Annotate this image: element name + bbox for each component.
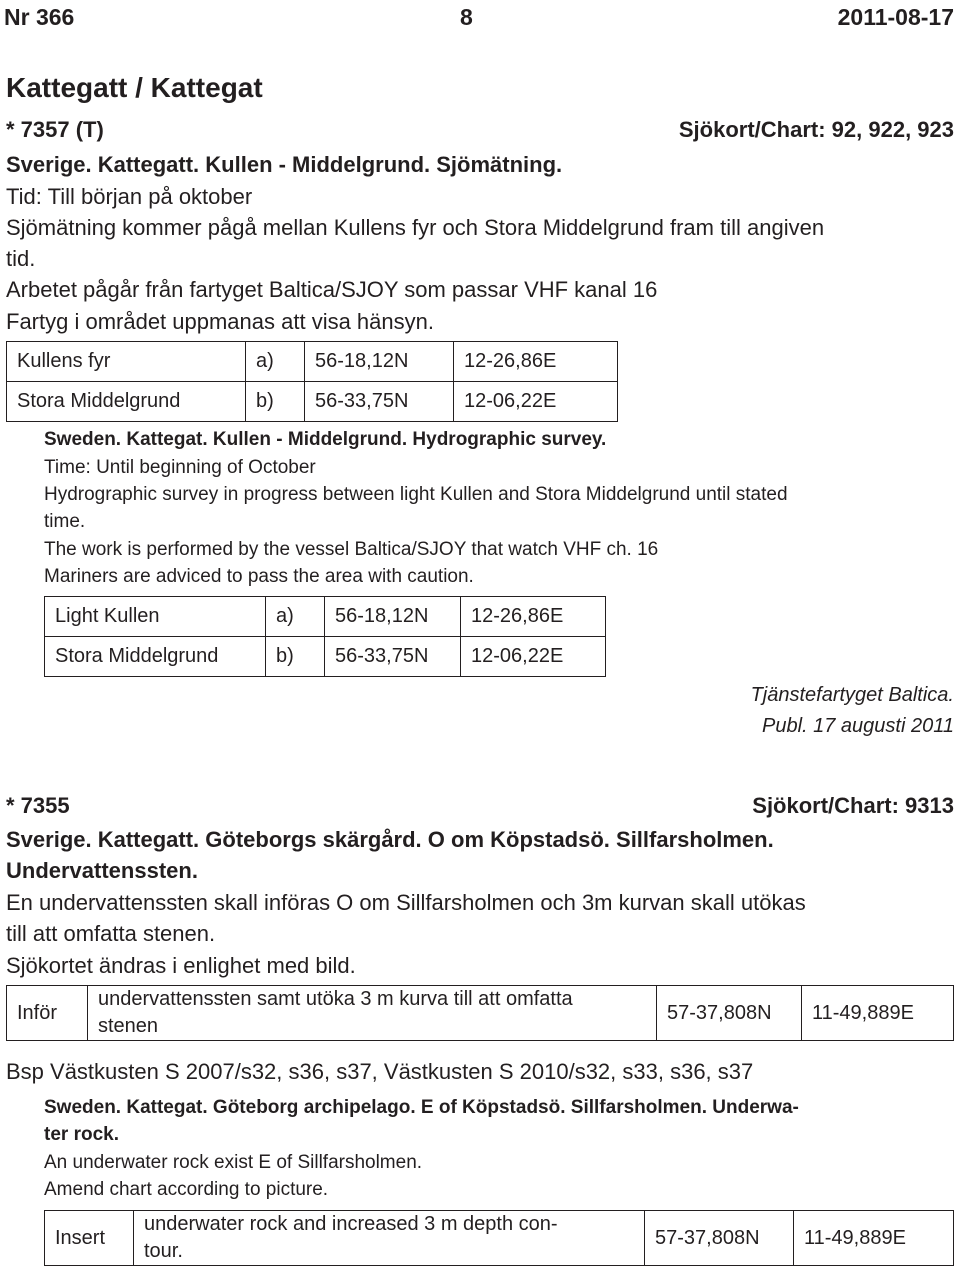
table-cell-line: stenen <box>98 1015 159 1037</box>
table-row <box>45 597 606 637</box>
notice-text-line: till att omfatta stenen. <box>6 921 216 946</box>
table-cell: Stora Middelgrund <box>45 637 266 677</box>
table-cell: 56-33,75N <box>305 382 454 422</box>
table-cell: 12-06,22E <box>454 382 618 422</box>
table-cell-line: tour. <box>144 1240 183 1262</box>
chart-reference: Sjökort/Chart: 9313 <box>752 793 954 818</box>
notice-title-english: Sweden. Kattegat. Göteborg archipelago. E of Köpstadsö. Sillfarsholmen. Underwa- <box>44 1097 799 1118</box>
table-cell: Inför <box>7 986 88 1041</box>
table-cell: 11-49,889E <box>794 1211 954 1266</box>
table-cell: 12-26,86E <box>461 597 606 637</box>
table-cell: b) <box>246 382 305 422</box>
notice-title-swedish: Sverige. Kattegatt. Göteborgs skärgård. O om Köpstadsö. Sillfarsholmen. <box>6 827 774 852</box>
table-cell: 12-26,86E <box>454 342 618 382</box>
notice-title-english: ter rock. <box>44 1124 119 1145</box>
bsp-reference: Bsp Västkusten S 2007/s32, s36, s37, Västkusten S 2010/s32, s33, s36, s37 <box>6 1059 754 1084</box>
table-cell: 12-06,22E <box>461 637 606 677</box>
table-cell: a) <box>266 597 325 637</box>
amendment-table-swedish <box>6 985 954 1041</box>
table-cell: 57-37,808N <box>645 1211 794 1266</box>
notice-text-line: Arbetet pågår från fartyget Baltica/SJOY som passar VHF kanal 16 <box>6 277 658 302</box>
notice-id: * 7357 (T) <box>6 117 104 142</box>
publication-date: Publ. 17 augusti 2011 <box>761 715 954 737</box>
notice-title-english: Sweden. Kattegat. Kullen - Middelgrund. Hydrographic survey. <box>44 429 607 450</box>
notice-text-line: Hydrographic survey in progress between light Kullen and Stora Middelgrund until stated <box>44 484 788 505</box>
table-cell: a) <box>246 342 305 382</box>
table-cell: Stora Middelgrund <box>7 382 246 422</box>
table-cell: b) <box>266 637 325 677</box>
table-cell: Insert <box>45 1211 134 1266</box>
notice-text-line: Time: Until beginning of October <box>44 457 316 478</box>
table-row <box>7 342 618 382</box>
table-cell <box>88 986 657 1041</box>
notice-text-line: The work is performed by the vessel Baltica/SJOY that watch VHF ch. 16 <box>44 539 659 560</box>
notice-text-line: Fartyg i området uppmanas att visa hänsyn. <box>6 309 434 334</box>
table-cell-line: underwater rock and increased 3 m depth con- <box>144 1213 558 1235</box>
section-title: Kattegatt / Kattegat <box>6 72 263 103</box>
table-row <box>7 986 954 1041</box>
table-cell: Kullens fyr <box>7 342 246 382</box>
page-number: 8 <box>460 4 473 30</box>
notice-title-swedish: Undervattenssten. <box>6 858 198 883</box>
notice-text-line: Mariners are adviced to pass the area with caution. <box>44 566 474 587</box>
chart-reference: Sjökort/Chart: 92, 922, 923 <box>678 117 954 142</box>
table-cell: 56-18,12N <box>305 342 454 382</box>
notice-text-line: Tid: Till början på oktober <box>6 184 253 209</box>
notice-text-line: Amend chart according to picture. <box>44 1179 329 1200</box>
issue-number: Nr 366 <box>4 4 75 30</box>
table-cell <box>134 1211 645 1266</box>
notice-text-line: En undervattenssten skall införas O om Sillfarsholmen och 3m kurvan skall utökas <box>6 890 806 915</box>
table-cell: Light Kullen <box>45 597 266 637</box>
table-cell: 56-18,12N <box>325 597 461 637</box>
notice-id: * 7355 <box>6 793 70 818</box>
table-cell: 11-49,889E <box>802 986 954 1041</box>
table-row <box>7 382 618 422</box>
notice-source: Tjänstefartyget Baltica. <box>750 684 954 706</box>
notice-text-line: tid. <box>6 246 36 271</box>
notice-text-line: An underwater rock exist E of Sillfarsholmen. <box>44 1152 423 1173</box>
positions-table-swedish <box>6 341 618 422</box>
positions-table-english <box>44 596 606 677</box>
table-row <box>45 637 606 677</box>
notice-text-line: Sjökortet ändras i enlighet med bild. <box>6 953 356 978</box>
notice-title-swedish: Sverige. Kattegatt. Kullen - Middelgrund. Sjömätning. <box>6 152 563 177</box>
table-cell: 56-33,75N <box>325 637 461 677</box>
notice-text-line: Sjömätning kommer pågå mellan Kullens fyr och Stora Middelgrund fram till angiven <box>6 215 825 240</box>
notice-text-line: time. <box>44 511 86 532</box>
issue-date: 2011-08-17 <box>837 4 954 30</box>
table-cell-line: undervattenssten samt utöka 3 m kurva till att omfatta <box>98 988 573 1010</box>
table-cell: 57-37,808N <box>657 986 802 1041</box>
table-row <box>45 1211 954 1266</box>
amendment-table-english <box>44 1210 954 1266</box>
